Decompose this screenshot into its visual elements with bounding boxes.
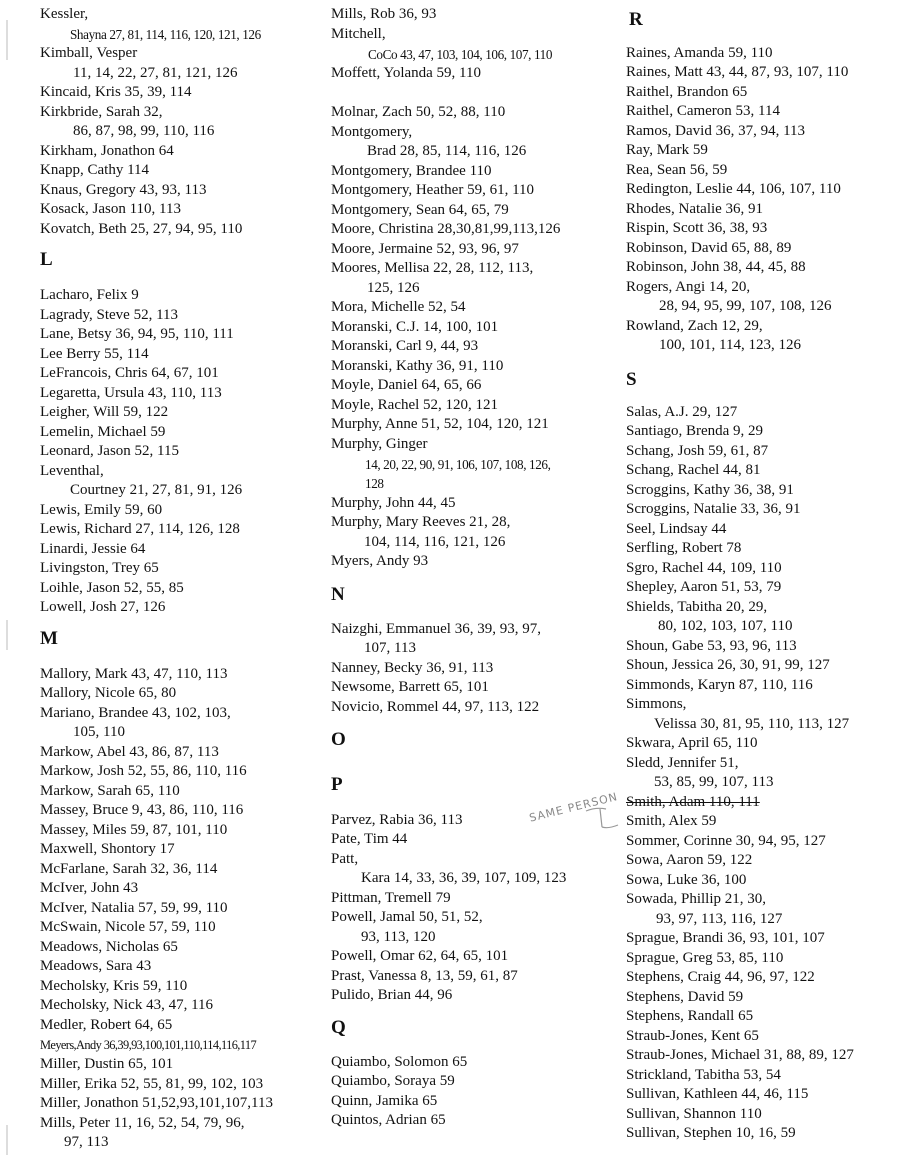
index-entry: Kimball, Vesper — [40, 45, 138, 61]
index-entry: Rogers, Angi 14, 20, — [626, 279, 751, 295]
index-entry: Mecholsky, Kris 59, 110 — [40, 978, 188, 994]
index-entry: Shoun, Jessica 26, 30, 91, 99, 127 — [626, 657, 830, 673]
index-entry: Quiambo, Solomon 65 — [331, 1054, 468, 1070]
index-entry: Rispin, Scott 36, 38, 93 — [626, 220, 768, 236]
index-entry: Moffett, Yolanda 59, 110 — [331, 65, 481, 81]
index-entry: Kincaid, Kris 35, 39, 114 — [40, 84, 192, 100]
binding-mark — [6, 620, 8, 650]
index-entry: Kosack, Jason 110, 113 — [40, 201, 181, 217]
index-entry: Rea, Sean 56, 59 — [626, 162, 728, 178]
index-entry: Sowa, Aaron 59, 122 — [626, 852, 753, 868]
index-entry: Sledd, Jennifer 51, — [626, 755, 739, 771]
binding-mark — [6, 1125, 8, 1155]
section-letter: Q — [331, 1017, 346, 1038]
index-entry: Murphy, Ginger — [331, 436, 428, 452]
index-entry: Pate, Tim 44 — [331, 831, 408, 847]
index-entry: Quiambo, Soraya 59 — [331, 1073, 455, 1089]
index-entry: Scroggins, Natalie 33, 36, 91 — [626, 501, 801, 517]
index-entry: Stephens, David 59 — [626, 989, 744, 1005]
index-entry: Ramos, David 36, 37, 94, 113 — [626, 123, 806, 139]
index-entry-continuation: Kara 14, 33, 36, 39, 107, 109, 123 — [361, 870, 567, 886]
index-entry: Sullivan, Stephen 10, 16, 59 — [626, 1125, 796, 1141]
index-entry: Markow, Abel 43, 86, 87, 113 — [40, 744, 219, 760]
section-letter: O — [331, 729, 346, 750]
index-entry-continuation: 93, 97, 113, 116, 127 — [656, 911, 783, 927]
index-entry: Rowland, Zach 12, 29, — [626, 318, 763, 334]
index-entry: Sowa, Luke 36, 100 — [626, 872, 747, 888]
section-letter: M — [40, 628, 58, 649]
index-entry: Prast, Vanessa 8, 13, 59, 61, 87 — [331, 968, 518, 984]
index-entry: Sommer, Corinne 30, 94, 95, 127 — [626, 833, 826, 849]
binding-mark — [6, 20, 8, 60]
index-entry: Stephens, Craig 44, 96, 97, 122 — [626, 969, 815, 985]
index-entry-continuation: 100, 101, 114, 123, 126 — [659, 337, 801, 353]
index-entry: Moranski, Carl 9, 44, 93 — [331, 338, 479, 354]
index-entry: Meadows, Nicholas 65 — [40, 939, 178, 955]
index-entry: Lowell, Josh 27, 126 — [40, 599, 166, 615]
section-letter: L — [40, 249, 53, 270]
index-entry: Markow, Sarah 65, 110 — [40, 783, 180, 799]
index-entry: Molnar, Zach 50, 52, 88, 110 — [331, 104, 506, 120]
index-entry: Sowada, Phillip 21, 30, — [626, 891, 767, 907]
index-entry: Quinn, Jamika 65 — [331, 1093, 438, 1109]
index-entry: Skwara, April 65, 110 — [626, 735, 758, 751]
index-entry-continuation: 97, 113 — [64, 1134, 109, 1150]
index-entry: Kirkbride, Sarah 32, — [40, 104, 163, 120]
index-entry: Moores, Mellisa 22, 28, 112, 113, — [331, 260, 534, 276]
index-entry: Nanney, Becky 36, 91, 113 — [331, 660, 494, 676]
index-entry: Markow, Josh 52, 55, 86, 110, 116 — [40, 763, 247, 779]
index-entry: Lacharo, Felix 9 — [40, 287, 139, 303]
index-entry: Raithel, Brandon 65 — [626, 84, 748, 100]
index-entry: Moore, Jermaine 52, 93, 96, 97 — [331, 241, 519, 257]
index-entry: Leigher, Will 59, 122 — [40, 404, 169, 420]
index-entry: Leventhal, — [40, 463, 104, 479]
index-entry: Shields, Tabitha 20, 29, — [626, 599, 768, 615]
section-letter: R — [629, 9, 643, 30]
index-entry: Shepley, Aaron 51, 53, 79 — [626, 579, 782, 595]
index-entry: Straub-Jones, Kent 65 — [626, 1028, 759, 1044]
index-entry: Serfling, Robert 78 — [626, 540, 742, 556]
index-entry: Lewis, Emily 59, 60 — [40, 502, 163, 518]
index-entry: Knaus, Gregory 43, 93, 113 — [40, 182, 207, 198]
index-entry: Raithel, Cameron 53, 114 — [626, 103, 780, 119]
index-entry-continuation: CoCo 43, 47, 103, 104, 106, 107, 110 — [368, 47, 553, 62]
index-entry: Lewis, Richard 27, 114, 126, 128 — [40, 521, 240, 537]
index-entry: Mills, Peter 11, 16, 52, 54, 79, 96, — [40, 1115, 245, 1131]
index-entry-continuation: 53, 85, 99, 107, 113 — [654, 774, 774, 790]
index-entry: Livingston, Trey 65 — [40, 560, 159, 576]
index-entry: Massey, Miles 59, 87, 101, 110 — [40, 822, 228, 838]
index-entry: Mallory, Nicole 65, 80 — [40, 685, 177, 701]
index-entry: Stephens, Randall 65 — [626, 1008, 754, 1024]
index-entry-continuation: Shayna 27, 81, 114, 116, 120, 121, 126 — [70, 27, 261, 42]
index-entry: Montgomery, Sean 64, 65, 79 — [331, 202, 509, 218]
index-entry: Mills, Rob 36, 93 — [331, 6, 437, 22]
index-entry-continuation: 86, 87, 98, 99, 110, 116 — [73, 123, 215, 139]
index-entry: Simmonds, Karyn 87, 110, 116 — [626, 677, 813, 693]
index-entry: Ray, Mark 59 — [626, 142, 708, 158]
index-entry: Salas, A.J. 29, 127 — [626, 404, 738, 420]
index-entry: Lane, Betsy 36, 94, 95, 110, 111 — [40, 326, 234, 342]
index-entry-continuation: 128 — [365, 476, 384, 491]
index-entry: Powell, Jamal 50, 51, 52, — [331, 909, 483, 925]
index-entry-continuation: Brad 28, 85, 114, 116, 126 — [367, 143, 527, 159]
index-entry: Miller, Erika 52, 55, 81, 99, 102, 103 — [40, 1076, 264, 1092]
index-entry: Parvez, Rabia 36, 113 — [331, 812, 463, 828]
index-entry-continuation: 28, 94, 95, 99, 107, 108, 126 — [659, 298, 832, 314]
index-entry: LeFrancois, Chris 64, 67, 101 — [40, 365, 219, 381]
index-entry: Pittman, Tremell 79 — [331, 890, 451, 906]
index-entry: Meadows, Sara 43 — [40, 958, 152, 974]
index-entry-continuation: Courtney 21, 27, 81, 91, 126 — [70, 482, 243, 498]
index-entry: Powell, Omar 62, 64, 65, 101 — [331, 948, 509, 964]
index-entry: Scroggins, Kathy 36, 38, 91 — [626, 482, 794, 498]
index-entry: Pulido, Brian 44, 96 — [331, 987, 453, 1003]
index-entry-continuation: 80, 102, 103, 107, 110 — [658, 618, 793, 634]
index-entry: Sgro, Rachel 44, 109, 110 — [626, 560, 782, 576]
index-entry: Novicio, Rommel 44, 97, 113, 122 — [331, 699, 540, 715]
index-entry: Murphy, John 44, 45 — [331, 495, 456, 511]
index-entry: Strickland, Tabitha 53, 54 — [626, 1067, 781, 1083]
index-entry: Miller, Dustin 65, 101 — [40, 1056, 174, 1072]
pencil-bracket-icon — [582, 805, 622, 835]
index-entry: McIver, John 43 — [40, 880, 139, 896]
index-entry: Mora, Michelle 52, 54 — [331, 299, 466, 315]
index-entry: Patt, — [331, 851, 359, 867]
index-entry: Quintos, Adrian 65 — [331, 1112, 446, 1128]
index-entry: Moranski, Kathy 36, 91, 110 — [331, 358, 504, 374]
index-entry: Smith, Alex 59 — [626, 813, 717, 829]
section-letter: N — [331, 584, 345, 605]
index-entry: Maxwell, Shontory 17 — [40, 841, 175, 857]
index-entry-continuation: 125, 126 — [367, 280, 420, 296]
index-entry: Straub-Jones, Michael 31, 88, 89, 127 — [626, 1047, 854, 1063]
index-entry: Moore, Christina 28,30,81,99,113,126 — [331, 221, 561, 237]
index-entry-continuation: 107, 113 — [364, 640, 416, 656]
index-entry: Naizghi, Emmanuel 36, 39, 93, 97, — [331, 621, 541, 637]
index-entry-continuation: 104, 114, 116, 121, 126 — [364, 534, 506, 550]
index-entry: Shoun, Gabe 53, 93, 96, 113 — [626, 638, 797, 654]
index-entry: Kovatch, Beth 25, 27, 94, 95, 110 — [40, 221, 243, 237]
index-entry: Mallory, Mark 43, 47, 110, 113 — [40, 666, 228, 682]
index-entry: Legaretta, Ursula 43, 110, 113 — [40, 385, 222, 401]
index-entry: Robinson, John 38, 44, 45, 88 — [626, 259, 806, 275]
index-entry: Moyle, Rachel 52, 120, 121 — [331, 397, 499, 413]
index-entry-continuation: 14, 20, 22, 90, 91, 106, 107, 108, 126, — [365, 457, 551, 472]
index-entry: Raines, Matt 43, 44, 87, 93, 107, 110 — [626, 64, 849, 80]
index-entry: Moranski, C.J. 14, 100, 101 — [331, 319, 499, 335]
index-entry: Murphy, Anne 51, 52, 104, 120, 121 — [331, 416, 549, 432]
index-entry: Simmons, — [626, 696, 687, 712]
index-entry: Murphy, Mary Reeves 21, 28, — [331, 514, 511, 530]
index-entry: Montgomery, — [331, 124, 413, 140]
index-entry: Redington, Leslie 44, 106, 107, 110 — [626, 181, 841, 197]
index-entry: Newsome, Barrett 65, 101 — [331, 679, 489, 695]
index-entry: Sullivan, Shannon 110 — [626, 1106, 762, 1122]
index-entry: Santiago, Brenda 9, 29 — [626, 423, 764, 439]
index-entry: Loihle, Jason 52, 55, 85 — [40, 580, 184, 596]
index-entry: Linardi, Jessie 64 — [40, 541, 146, 557]
index-entry: McIver, Natalia 57, 59, 99, 110 — [40, 900, 228, 916]
section-letter: S — [626, 369, 637, 390]
index-entry: Sprague, Greg 53, 85, 110 — [626, 950, 784, 966]
index-entry: Leonard, Jason 52, 115 — [40, 443, 179, 459]
index-entry: Montgomery, Heather 59, 61, 110 — [331, 182, 535, 198]
index-entry: Sprague, Brandi 36, 93, 101, 107 — [626, 930, 825, 946]
index-entry: Knapp, Cathy 114 — [40, 162, 150, 178]
index-entry: Lagrady, Steve 52, 113 — [40, 307, 179, 323]
index-entry: Kessler, — [40, 6, 89, 22]
index-entry: Mariano, Brandee 43, 102, 103, — [40, 705, 231, 721]
index-entry: McSwain, Nicole 57, 59, 110 — [40, 919, 216, 935]
index-entry-continuation: 11, 14, 22, 27, 81, 121, 126 — [73, 65, 238, 81]
index-entry: Sullivan, Kathleen 44, 46, 115 — [626, 1086, 809, 1102]
index-entry-continuation: 93, 113, 120 — [361, 929, 436, 945]
handwritten-note: SAME PERSON — [528, 790, 620, 825]
index-entry: Medler, Robert 64, 65 — [40, 1017, 173, 1033]
index-entry: Lemelin, Michael 59 — [40, 424, 166, 440]
index-entry: Lee Berry 55, 114 — [40, 346, 149, 362]
index-entry: Robinson, David 65, 88, 89 — [626, 240, 792, 256]
index-entry: Seel, Lindsay 44 — [626, 521, 727, 537]
index-entry: Moyle, Daniel 64, 65, 66 — [331, 377, 482, 393]
index-entry: Schang, Josh 59, 61, 87 — [626, 443, 769, 459]
index-entry: Kirkham, Jonathon 64 — [40, 143, 174, 159]
index-entry: Myers, Andy 93 — [331, 553, 429, 569]
index-entry: Massey, Bruce 9, 43, 86, 110, 116 — [40, 802, 244, 818]
index-entry: Mitchell, — [331, 26, 386, 42]
index-entry-continuation: Velissa 30, 81, 95, 110, 113, 127 — [654, 716, 850, 732]
section-letter: P — [331, 774, 343, 795]
index-entry: Miller, Jonathon 51,52,93,101,107,113 — [40, 1095, 273, 1111]
index-entry-continuation: 105, 110 — [73, 724, 125, 740]
index-entry: Meyers,Andy 36,39,93,100,101,110,114,116,117 — [40, 1038, 257, 1052]
index-entry: Mecholsky, Nick 43, 47, 116 — [40, 997, 214, 1013]
index-entry-struck: Smith, Adam 110, 111 — [626, 794, 760, 810]
index-entry: Montgomery, Brandee 110 — [331, 163, 492, 179]
index-entry: Raines, Amanda 59, 110 — [626, 45, 773, 61]
index-entry: Schang, Rachel 44, 81 — [626, 462, 761, 478]
index-entry: Rhodes, Natalie 36, 91 — [626, 201, 764, 217]
index-entry: McFarlane, Sarah 32, 36, 114 — [40, 861, 218, 877]
